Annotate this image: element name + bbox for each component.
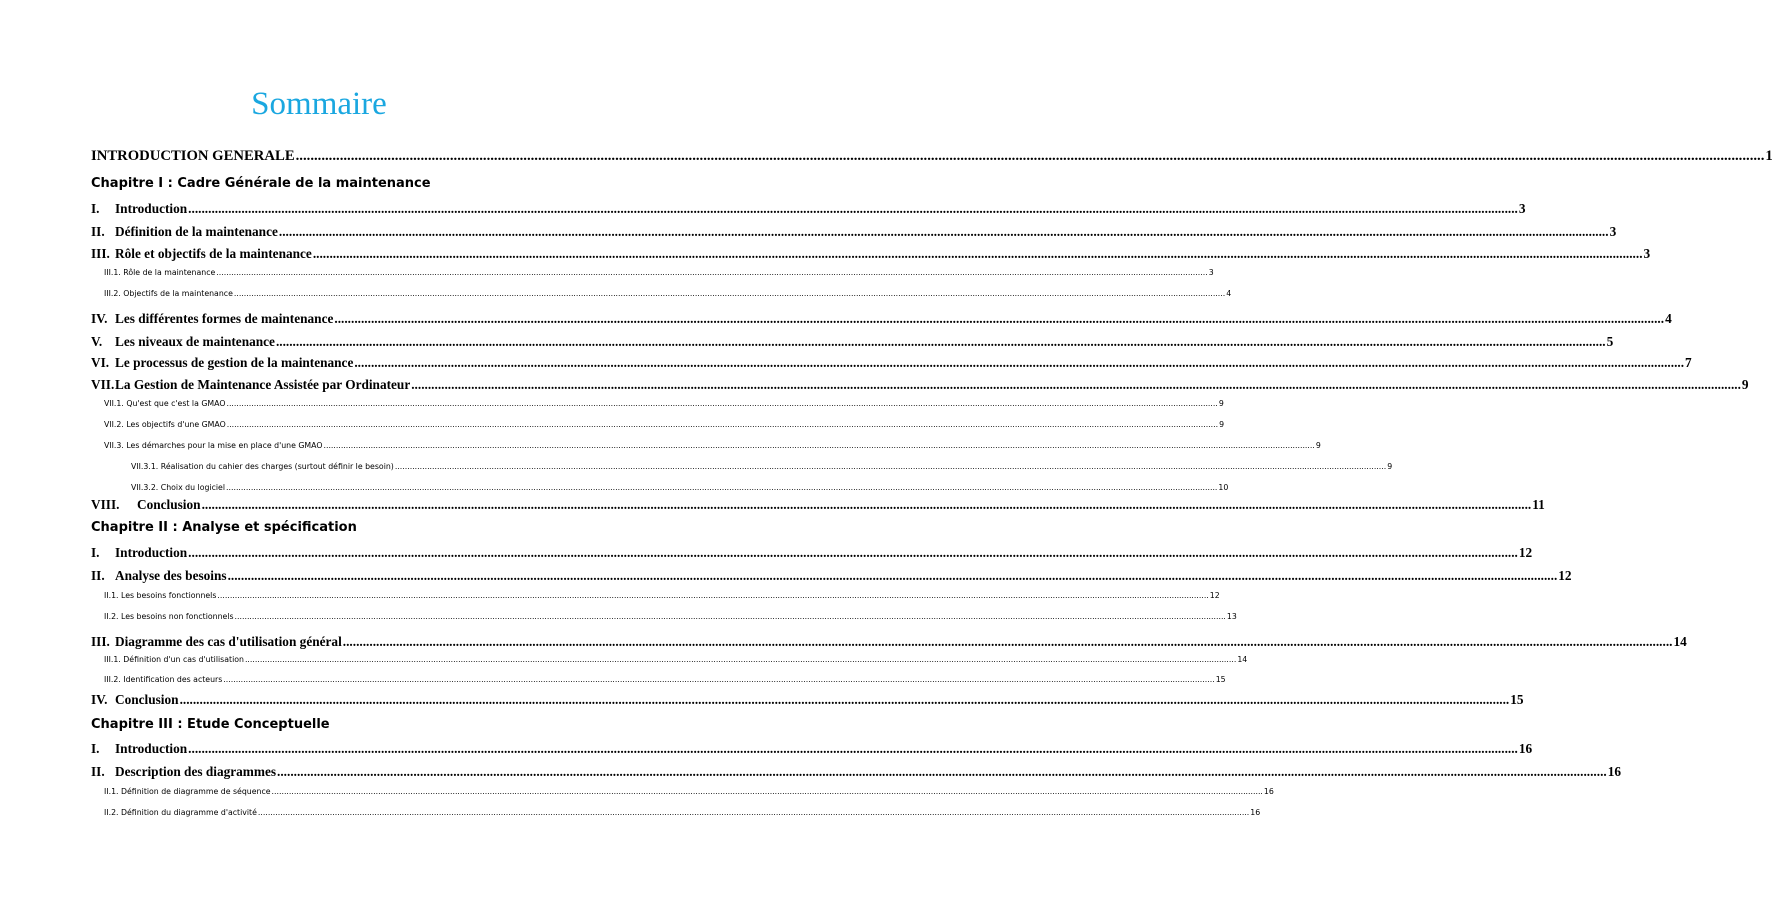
toc-entry-label: INTRODUCTION GENERALE bbox=[91, 148, 295, 164]
toc-entry-number: I. bbox=[91, 201, 100, 216]
toc-entry-label: La Gestion de Maintenance Assistée par Ordinateur bbox=[115, 377, 411, 392]
toc-entry-number: I. bbox=[91, 545, 100, 560]
toc-entry-label: III.1. Rôle de la maintenance bbox=[104, 268, 216, 277]
toc-entry[interactable] bbox=[91, 568, 1572, 584]
toc-entry[interactable] bbox=[91, 201, 1526, 217]
toc-page-number: 3 bbox=[1643, 246, 1651, 261]
toc-entry-label: VII.3. Les démarches pour la mise en place d'une GMAO bbox=[104, 441, 323, 450]
toc-entry[interactable] bbox=[91, 497, 1545, 513]
toc-entry-number: VIII. bbox=[91, 497, 120, 512]
dot-leader: ................................................................................................................................................................................................................................................................................................................................................................................................................ bbox=[342, 634, 1673, 649]
toc-entry-label: Conclusion bbox=[137, 497, 201, 512]
toc-entry[interactable] bbox=[91, 741, 1533, 757]
toc-entry-number: VII. bbox=[91, 377, 115, 392]
toc-entry[interactable] bbox=[91, 311, 1672, 327]
toc-entry[interactable] bbox=[104, 675, 1226, 684]
toc-entry-label: III.2. Identification des acteurs bbox=[104, 675, 223, 684]
dot-leader: ................................................................................................................................................................................................................................................................................................................................................................................................................ bbox=[323, 441, 1315, 450]
toc-entry-number: II. bbox=[91, 224, 105, 239]
toc-entry-label: II.1. Définition de diagramme de séquence bbox=[104, 787, 271, 796]
toc-page-number: 5 bbox=[1606, 334, 1614, 349]
toc-page-number: 7 bbox=[1685, 355, 1692, 370]
dot-leader: ................................................................................................................................................................................................................................................................................................................................................................................................................ bbox=[233, 289, 1226, 298]
toc-entry[interactable] bbox=[104, 808, 1261, 817]
dot-leader: ................................................................................................................................................................................................................................................................................................................................................................................................................ bbox=[179, 692, 1510, 707]
toc-entry[interactable] bbox=[104, 591, 1220, 600]
toc-page-number: 3 bbox=[1208, 268, 1214, 277]
toc-entry[interactable] bbox=[131, 462, 1393, 471]
toc-entry[interactable] bbox=[131, 483, 1229, 492]
dot-leader: ................................................................................................................................................................................................................................................................................................................................................................................................................ bbox=[188, 741, 1518, 756]
toc-page-number: 14 bbox=[1673, 634, 1687, 649]
dot-leader: ................................................................................................................................................................................................................................................................................................................................................................................................................ bbox=[226, 399, 1218, 408]
toc-page-number: 12 bbox=[1209, 591, 1220, 600]
toc-entry-number: II. bbox=[91, 764, 105, 779]
toc-entry[interactable] bbox=[91, 764, 1622, 780]
toc-entry-label: Introduction bbox=[115, 545, 188, 560]
toc-entry[interactable] bbox=[104, 655, 1248, 664]
toc-entry-label: II.1. Les besoins fonctionnels bbox=[104, 591, 217, 600]
dot-leader: ................................................................................................................................................................................................................................................................................................................................................................................................................ bbox=[226, 483, 1218, 492]
toc-entry[interactable] bbox=[104, 268, 1214, 277]
toc-entry-number: I. bbox=[91, 741, 100, 756]
toc-entry-number: III. bbox=[91, 246, 110, 261]
dot-leader: ................................................................................................................................................................................................................................................................................................................................................................................................................ bbox=[216, 268, 1208, 277]
toc-entry-label: Analyse des besoins bbox=[115, 568, 227, 583]
dot-leader: ................................................................................................................................................................................................................................................................................................................................................................................................................ bbox=[217, 591, 1209, 600]
toc-page-number: 3 bbox=[1609, 224, 1617, 239]
toc-entry-label: VII.1. Qu'est que c'est la GMAO bbox=[104, 399, 226, 408]
toc-entry-label: II.2. Les besoins non fonctionnels bbox=[104, 612, 234, 621]
toc-entry-label: Diagramme des cas d'utilisation général bbox=[115, 634, 342, 649]
dot-leader: ................................................................................................................................................................................................................................................................................................................................................................................................................ bbox=[354, 355, 1685, 370]
toc-entry[interactable] bbox=[104, 399, 1224, 408]
toc-entry-label: Conclusion bbox=[115, 692, 179, 707]
dot-leader: ................................................................................................................................................................................................................................................................................................................................................................................................................ bbox=[275, 334, 1606, 349]
toc-page-number: 10 bbox=[1218, 483, 1229, 492]
dot-leader: ................................................................................................................................................................................................................................................................................................................................................................................................................ bbox=[295, 148, 1765, 164]
dot-leader: ................................................................................................................................................................................................................................................................................................................................................................................................................ bbox=[271, 787, 1263, 796]
toc-entry-label: Le processus de gestion de la maintenance bbox=[115, 355, 354, 370]
toc-page-number: 3 bbox=[1518, 201, 1526, 216]
toc-entry[interactable] bbox=[104, 441, 1321, 450]
toc-page-number: 16 bbox=[1607, 764, 1622, 779]
toc-entry[interactable] bbox=[91, 692, 1524, 708]
dot-leader: ................................................................................................................................................................................................................................................................................................................................................................................................................ bbox=[257, 808, 1250, 817]
toc-entry[interactable] bbox=[91, 545, 1533, 561]
toc-page-number: 12 bbox=[1558, 568, 1572, 583]
toc-entry[interactable] bbox=[91, 148, 1773, 165]
toc-entry-label: III.1. Définition d'un cas d'utilisation bbox=[104, 655, 244, 664]
toc-entry-label: III.2. Objectifs de la maintenance bbox=[104, 289, 233, 298]
toc-entry[interactable] bbox=[91, 377, 1749, 393]
toc-page-number: 16 bbox=[1518, 741, 1533, 756]
toc-page-number: 12 bbox=[1518, 545, 1533, 560]
dot-leader: ................................................................................................................................................................................................................................................................................................................................................................................................................ bbox=[226, 420, 1219, 429]
toc-entry[interactable] bbox=[91, 634, 1687, 650]
toc-entry[interactable] bbox=[104, 289, 1232, 298]
dot-leader: ................................................................................................................................................................................................................................................................................................................................................................................................................ bbox=[188, 545, 1518, 560]
page-title: Sommaire bbox=[251, 86, 387, 122]
toc-entry[interactable] bbox=[91, 355, 1692, 371]
toc-entry-label: Description des diagrammes bbox=[115, 764, 277, 779]
toc-entry-number: II. bbox=[91, 568, 105, 583]
toc-page-number: 4 bbox=[1226, 289, 1232, 298]
toc-page-number: 9 bbox=[1218, 399, 1224, 408]
toc-page-number: 9 bbox=[1315, 441, 1321, 450]
toc-entry-number: IV. bbox=[91, 692, 108, 707]
dot-leader: ................................................................................................................................................................................................................................................................................................................................................................................................................ bbox=[244, 655, 1237, 664]
chapter-heading: Chapitre II : Analyse et spécification bbox=[91, 520, 357, 535]
toc-entry-label: Définition de la maintenance bbox=[115, 224, 278, 239]
dot-leader: ................................................................................................................................................................................................................................................................................................................................................................................................................ bbox=[227, 568, 1558, 583]
toc-entry-label: VII.3.2. Choix du logiciel bbox=[131, 483, 226, 492]
toc-entry[interactable] bbox=[91, 246, 1651, 262]
toc-page-number: 4 bbox=[1665, 311, 1672, 326]
chapter-heading: Chapitre I : Cadre Générale de la maintenance bbox=[91, 176, 431, 191]
toc-entry[interactable] bbox=[91, 334, 1614, 350]
toc-page-number: 9 bbox=[1741, 377, 1749, 392]
toc-page-number: 9 bbox=[1387, 462, 1393, 471]
toc-page-number: 13 bbox=[1226, 612, 1237, 621]
toc-entry-label: VII.3.1. Réalisation du cahier des charges (surtout définir le besoin) bbox=[131, 462, 394, 471]
toc-page-number: 15 bbox=[1215, 675, 1226, 684]
toc-entry-number: IV. bbox=[91, 311, 108, 326]
toc-entry-label: VII.2. Les objectifs d'une GMAO bbox=[104, 420, 226, 429]
dot-leader: ................................................................................................................................................................................................................................................................................................................................................................................................................ bbox=[312, 246, 1643, 261]
toc-entry-number: V. bbox=[91, 334, 103, 349]
dot-leader: ................................................................................................................................................................................................................................................................................................................................................................................................................ bbox=[411, 377, 1741, 392]
toc-entry[interactable] bbox=[104, 787, 1274, 796]
toc-entry-number: III. bbox=[91, 634, 110, 649]
toc-page-number: 9 bbox=[1219, 420, 1225, 429]
toc-entry-label: II.2. Définition du diagramme d'activité bbox=[104, 808, 257, 817]
toc-entry-label: Les niveaux de maintenance bbox=[115, 334, 275, 349]
dot-leader: ................................................................................................................................................................................................................................................................................................................................................................................................................ bbox=[394, 462, 1387, 471]
dot-leader: ................................................................................................................................................................................................................................................................................................................................................................................................................ bbox=[334, 311, 1665, 326]
dot-leader: ................................................................................................................................................................................................................................................................................................................................................................................................................ bbox=[201, 497, 1532, 512]
toc-page-number: 14 bbox=[1237, 655, 1248, 664]
toc-entry-label: Introduction bbox=[115, 741, 188, 756]
toc-entry[interactable] bbox=[104, 612, 1237, 621]
toc-page-number: 16 bbox=[1250, 808, 1261, 817]
toc-page-number: 15 bbox=[1510, 692, 1524, 707]
chapter-heading: Chapitre III : Etude Conceptuelle bbox=[91, 717, 330, 732]
toc-entry-label: Rôle et objectifs de la maintenance bbox=[115, 246, 312, 261]
dot-leader: ................................................................................................................................................................................................................................................................................................................................................................................................................ bbox=[277, 764, 1607, 779]
dot-leader: ................................................................................................................................................................................................................................................................................................................................................................................................................ bbox=[188, 201, 1518, 216]
toc-entry[interactable] bbox=[104, 420, 1225, 429]
dot-leader: ................................................................................................................................................................................................................................................................................................................................................................................................................ bbox=[223, 675, 1215, 684]
toc-entry[interactable] bbox=[91, 224, 1617, 240]
toc-page-number: 16 bbox=[1263, 787, 1274, 796]
dot-leader: ................................................................................................................................................................................................................................................................................................................................................................................................................ bbox=[234, 612, 1226, 621]
toc-entry-label: Introduction bbox=[115, 201, 188, 216]
toc-entry-label: Les différentes formes de maintenance bbox=[115, 311, 334, 326]
toc-entry-number: VI. bbox=[91, 355, 110, 370]
toc-page-number: 1 bbox=[1765, 148, 1773, 164]
toc-page-number: 11 bbox=[1532, 497, 1545, 512]
dot-leader: ................................................................................................................................................................................................................................................................................................................................................................................................................ bbox=[278, 224, 1609, 239]
